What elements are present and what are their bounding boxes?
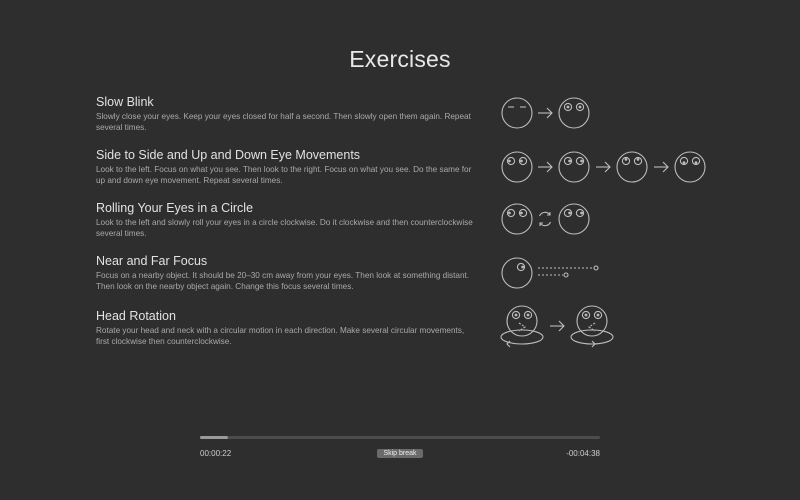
look-up-face-icon [617, 152, 647, 182]
open-eyes-face-icon [559, 98, 589, 128]
exercise-name: Head Rotation [96, 309, 176, 323]
look-right-face-icon [559, 152, 589, 182]
exercise-slow-blink [96, 95, 476, 133]
head-rotation-illustration [495, 304, 620, 352]
exercise-description: Focus on a nearby object. It should be 20–30 cm away from your eyes. Then look at something distant. Then look on the nearby object again. Change this focus several times. [96, 271, 470, 292]
exercise-rolling-eyes [96, 201, 476, 239]
near-far-focus-icon [538, 266, 598, 277]
exercise-description: Slowly close your eyes. Keep your eyes closed for half a second. Then slowly open them again. Repeat several times. [96, 112, 471, 133]
look-left-face-icon [502, 204, 532, 234]
exercise-description: Look to the left and slowly roll your eyes in a circle clockwise. Do it clockwise and then counterclockwise several times. [96, 218, 473, 239]
look-left-face-icon [502, 152, 532, 182]
exercise-name: Rolling Your Eyes in a Circle [96, 201, 254, 215]
eye-movements-illustration [495, 150, 710, 184]
exercise-head-rotation [96, 309, 476, 347]
arrow-right-icon [654, 162, 668, 172]
exercise-eye-movements [96, 148, 476, 186]
exercise-description: Look to the left. Focus on what you see. Then look to the right. Focus on what you see. Do the same for up and down eye movement. Repeat several times. [96, 165, 472, 186]
head-rotation-icon [501, 306, 543, 347]
break-progress-fill [200, 436, 228, 439]
slow-blink-illustration [495, 96, 595, 130]
arrow-right-icon [538, 162, 552, 172]
side-face-icon [502, 258, 532, 288]
look-right-face-icon [559, 204, 589, 234]
roll-eyes-icon [540, 212, 551, 226]
remaining-time: -00:04:38 [566, 449, 600, 458]
exercise-description: Rotate your head and neck with a circular motion in each direction. Make several circular movements, first clockwise then counterclockwise. [96, 326, 465, 347]
exercise-near-far-focus [96, 254, 476, 292]
closed-eyes-face-icon [502, 98, 532, 128]
arrow-right-icon [550, 321, 564, 331]
near-far-focus-illustration [495, 256, 605, 290]
rolling-eyes-illustration [495, 202, 595, 236]
arrow-right-icon [596, 162, 610, 172]
head-rotation-icon [571, 306, 613, 347]
look-down-face-icon [675, 152, 705, 182]
page-title: Exercises [349, 46, 451, 72]
break-progress-bar [200, 436, 600, 439]
arrow-right-icon [538, 108, 552, 118]
elapsed-time: 00:00:22 [200, 449, 232, 458]
exercise-name: Near and Far Focus [96, 254, 208, 268]
exercise-name: Slow Blink [96, 95, 154, 109]
exercise-name: Side to Side and Up and Down Eye Movements [96, 148, 361, 162]
skip-break-button[interactable]: Skip break [377, 449, 423, 458]
